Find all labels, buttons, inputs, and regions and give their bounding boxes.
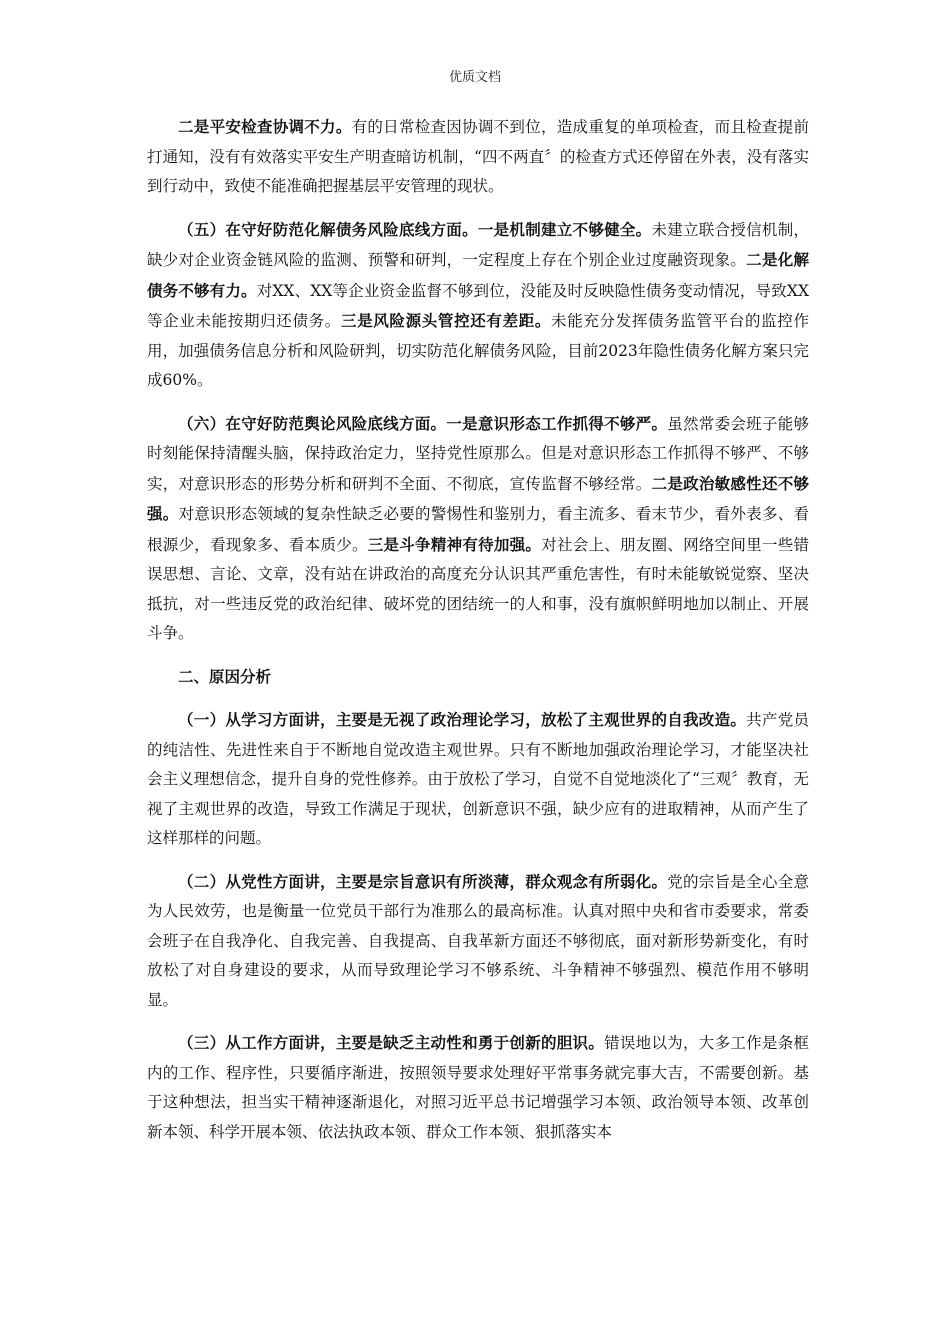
text-run: 对XX、XX等企业资金监督不够到位，没能及时反映隐性债务变动情况，导致XX等企业未能按期归还债务。	[147, 281, 809, 330]
bold-text-run: 二、原因分析	[178, 666, 272, 686]
paragraph-debt-risk	[147, 215, 809, 396]
bold-text-run: （三）从工作方面讲，主要是缺乏主动性和勇于创新的胆识。	[178, 1033, 605, 1052]
bold-text-run: 三是风险源头管控还有差距。	[340, 311, 552, 330]
text-run: 未能充分发挥债务监管平台的监控作用，加强债务信息分析和风险研判，切实防范化解债务风险，目前2023年隐性债务化解方案只完成60%。	[147, 312, 809, 389]
text-run: 对社会上、朋友圈、网络空间里一些错误思想、言论、文章，没有站在讲政治的高度充分认识其严重危害性，有时未能敏锐觉察、坚决抵抗，对一些违反党的政治纪律、破坏党的团结统一的人和事，没有旗帜鲜明地加以制止、开展斗争。	[147, 535, 809, 642]
page-header: 优质文档	[448, 70, 501, 85]
bold-text-run: 二是平安检查协调不力。	[178, 117, 352, 136]
paragraph-safety-inspection	[147, 112, 809, 202]
text-run: 错误地以为，大多工作是条框内的工作、程序性，只要循序渐进，按照领导要求处理好平常事务就完事大吉，不需要创新。基于这种想法，担当实干精神逐渐退化，对照习近平总书记增强学习本领、政治领导本领、改革创新本领、科学开展本领、依法执政本领、群众工作本领、狠抓落实本	[147, 1034, 809, 1141]
paragraph-study-aspect	[147, 705, 809, 854]
bold-text-run: （一）从学习方面讲，主要是无视了政治理论学习，放松了主观世界的自我改造。	[178, 710, 747, 729]
document-body	[147, 112, 809, 1160]
paragraph-work-aspect	[147, 1028, 809, 1147]
paragraph-party-spirit-aspect	[147, 867, 809, 1016]
bold-text-run: （二）从党性方面讲，主要是宗旨意识有所淡薄，群众观念有所弱化。	[178, 871, 668, 891]
text-run: 有的日常检查因协调不到位，造成重复的单项检查，而且检查提前打通知，没有有效落实平安生产明查暗访机制，“四不两直〞的检查方式还停留在外表，没有落实到行动中，致使不能准确把握基层平安管理的现状。	[147, 118, 809, 195]
section-heading-cause-analysis	[147, 662, 809, 693]
text-run: 党的宗旨是全心全意为人民效劳，也是衡量一位党员干部行为准那么的最高标准。认真对照中央和省市委要求，常委会班子在自我净化、自我完善、自我提高、自我革新方面还不够彻底，面对新形势新变化，有时放松了对自身建设的要求，从而导致理论学习不够系统、斗争精神不够强烈、模范作用不够明显。	[147, 872, 809, 1009]
text-run: 共产党员的纯洁性、先进性来自于不断地自觉改造主观世界。只有不断地加强政治理论学习，才能坚决社会主义理想信念，提升自身的党性修养。由于放松了学习，自觉不自觉地淡化了“三观〞教育，无视了主观世界的改造，导致工作满足于现状，创新意识不强，缺少应有的进取精神，从而产生了这样那样的问题。	[147, 711, 809, 847]
bold-text-run: 三是斗争精神有待加强。	[367, 534, 542, 554]
paragraph-public-opinion-risk	[147, 409, 809, 649]
bold-text-run: 二是政治敏感性还不够强。	[147, 473, 809, 523]
text-run: 对意识形态领域的复杂性缺乏必要的警惕性和鉴别力，看主流多、看末节少，看外表多、看根源少，看现象多、看本质少。	[147, 505, 809, 554]
bold-text-run: （五）在守好防范化解债务风险底线方面。一是机制建立不够健全。	[178, 219, 652, 239]
bold-text-run: 二是化解债务不够有力。	[147, 250, 809, 300]
text-run: 未建立联合授信机制，缺少对企业资金链风险的监测、预警和研判，一定程度上存在个别企业过度融资现象。	[147, 220, 809, 269]
bold-text-run: （六）在守好防范舆论风险底线方面。一是意识形态工作抓得不够严。	[178, 413, 668, 433]
text-run: 虽然常委会班子能够时刻能保持清醒头脑，保持政治定力，坚持党性原那么。但是对意识形态工作抓得不够严、不够实，对意识形态的形势分析和研判不全面、不彻底，宣传监督不够经常。	[147, 414, 809, 493]
